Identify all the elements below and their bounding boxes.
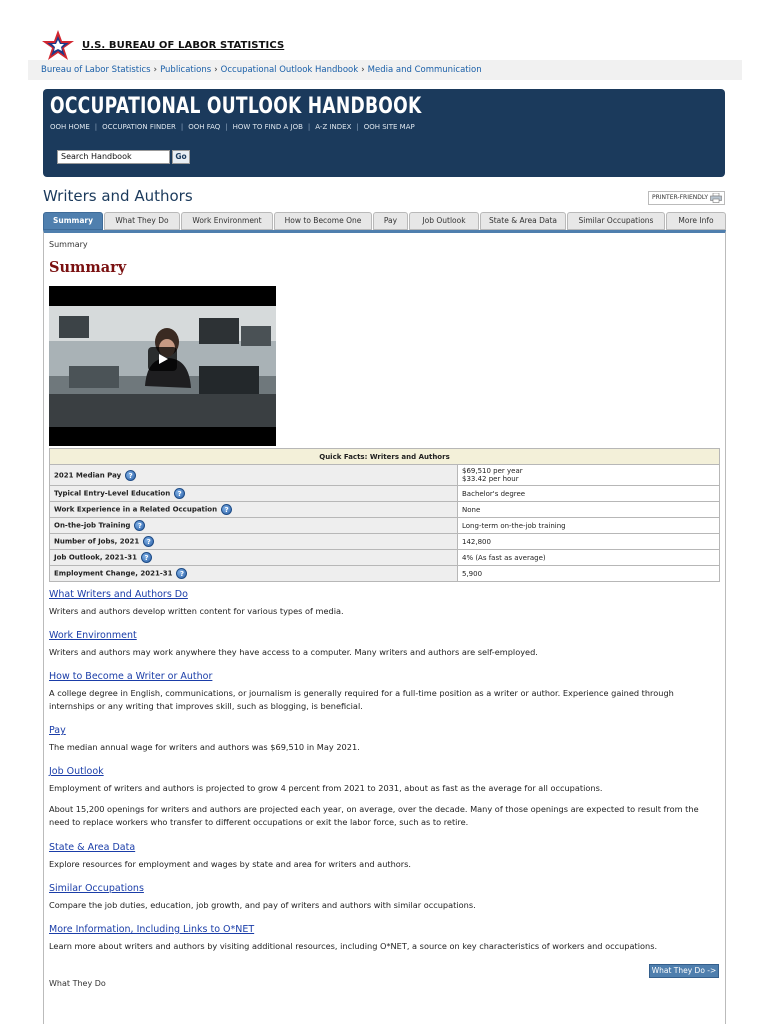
fact-label xyxy=(50,550,458,566)
next-section-label: What They Do xyxy=(49,979,106,988)
table-row xyxy=(50,566,720,582)
tab-state-area-data[interactable]: State & Area Data xyxy=(480,212,566,230)
fact-label-text: Employment Change, 2021-31 xyxy=(54,569,173,578)
video-player[interactable] xyxy=(49,286,276,446)
page-title: Writers and Authors xyxy=(43,187,193,205)
chevron-right-icon: › xyxy=(153,65,158,75)
ooh-banner xyxy=(43,89,725,177)
agency-link[interactable]: U.S. BUREAU OF LABOR STATISTICS xyxy=(82,40,285,51)
help-icon[interactable]: ? xyxy=(174,488,185,499)
tab-more-info[interactable]: More Info xyxy=(666,212,726,230)
printer-friendly-button[interactable] xyxy=(648,191,725,205)
fact-value-text: $69,510 per year xyxy=(462,467,523,475)
nav-divider: | xyxy=(225,123,228,131)
section-job-outlook xyxy=(49,766,719,829)
video-thumbnail xyxy=(49,306,276,427)
section-what-they-do xyxy=(49,589,719,618)
tab-content xyxy=(43,230,726,1024)
nav-find-job[interactable]: HOW TO FIND A JOB xyxy=(232,123,303,131)
fact-label xyxy=(50,518,458,534)
nav-divider: | xyxy=(307,123,311,131)
nav-ooh-home[interactable]: OOH HOME xyxy=(50,123,90,131)
section-link-what-they-do[interactable]: What Writers and Authors Do xyxy=(49,589,188,600)
section-link-pay[interactable]: Pay xyxy=(49,725,66,736)
section-link-work-environment[interactable]: Work Environment xyxy=(49,630,137,641)
section-state-area xyxy=(49,842,719,871)
bls-star-logo-icon[interactable] xyxy=(40,28,76,64)
breadcrumb-bls[interactable]: Bureau of Labor Statistics xyxy=(41,65,151,75)
help-icon[interactable]: ? xyxy=(176,568,187,579)
fact-label-text: Job Outlook, 2021-31 xyxy=(54,553,138,562)
tab-what-they-do[interactable]: What They Do xyxy=(104,212,180,230)
section-link-more-info[interactable]: More Information, Including Links to O*NET xyxy=(49,924,255,935)
tab-similar-occupations[interactable]: Similar Occupations xyxy=(567,212,665,230)
fact-value: None xyxy=(458,502,720,518)
fact-value-text-secondary: $33.42 per hour xyxy=(462,475,519,483)
fact-value: Bachelor's degree xyxy=(458,486,720,502)
section-text: A college degree in English, communications, or journalism is generally required for a full-time position as a writer or author. Experience gained through internships or any writing that improves skill, such as blogging, is beneficial. xyxy=(49,688,674,711)
section-more-info xyxy=(49,924,719,953)
site-header xyxy=(40,28,740,62)
section-label: Summary xyxy=(49,240,88,249)
tab-job-outlook[interactable]: Job Outlook xyxy=(409,212,479,230)
section-text: Compare the job duties, education, job growth, and pay of writers and authors with similar occupations. xyxy=(49,900,476,910)
section-text: Employment of writers and authors is projected to grow 4 percent from 2021 to 2031, about as fast as the average for all occupations. xyxy=(49,783,603,793)
nav-site-map[interactable]: OOH SITE MAP xyxy=(363,123,415,131)
fact-label-text: Number of Jobs, 2021 xyxy=(54,537,140,546)
fact-label-text: 2021 Median Pay xyxy=(54,471,122,479)
fact-label-text: Work Experience in a Related Occupation xyxy=(54,505,218,514)
go-button[interactable]: Go xyxy=(172,150,190,164)
section-text: Writers and authors may work anywhere they have access to a computer. Many writers and authors are self-employed. xyxy=(49,647,538,657)
fact-label xyxy=(50,566,458,582)
nav-divider: | xyxy=(94,123,98,131)
chevron-right-icon: › xyxy=(214,65,218,75)
section-text: About 15,200 openings for writers and authors are projected each year, on average, over the decade. Many of those openings are expected to result from the need to replace workers who transfer to different occupations or exit the labor force, such as to retire. xyxy=(49,804,699,827)
section-text: The median annual wage for writers and authors was $69,510 in May 2021. xyxy=(49,742,360,752)
table-row xyxy=(50,534,720,550)
quick-facts-table xyxy=(49,448,720,582)
help-icon[interactable]: ? xyxy=(134,520,145,531)
banner-title: OCCUPATIONAL OUTLOOK HANDBOOK xyxy=(50,94,422,119)
tab-pay[interactable]: Pay xyxy=(373,212,408,230)
tab-work-environment[interactable]: Work Environment xyxy=(181,212,273,230)
table-row xyxy=(50,486,720,502)
fact-value: 5,900 xyxy=(458,566,720,582)
nav-az-index[interactable]: A-Z INDEX xyxy=(315,123,352,131)
breadcrumb-ooh[interactable]: Occupational Outlook Handbook xyxy=(220,65,359,75)
section-link-how-to-become[interactable]: How to Become a Writer or Author xyxy=(49,671,213,682)
fact-label-text: On-the-job Training xyxy=(54,521,131,530)
fact-value xyxy=(458,465,720,486)
play-icon[interactable] xyxy=(148,347,177,371)
banner-nav xyxy=(50,123,415,131)
fact-value: 142,800 xyxy=(458,534,720,550)
section-text: Writers and authors develop written content for various types of media. xyxy=(49,606,344,616)
nav-divider: | xyxy=(356,123,359,131)
section-link-job-outlook[interactable]: Job Outlook xyxy=(49,766,104,777)
table-row xyxy=(50,518,720,534)
breadcrumb-media[interactable]: Media and Communication xyxy=(367,65,482,75)
printer-friendly-label: PRINTER-FRIENDLY xyxy=(652,194,709,201)
nav-ooh-faq[interactable]: OOH FAQ xyxy=(188,123,221,131)
breadcrumb-publications[interactable]: Publications xyxy=(160,65,212,75)
next-tab-button[interactable]: What They Do -> xyxy=(649,964,719,978)
fact-label xyxy=(50,534,458,550)
summary-heading: Summary xyxy=(49,259,127,276)
nav-occupation-finder[interactable]: OCCUPATION FINDER xyxy=(102,123,176,131)
printer-icon xyxy=(710,193,722,203)
fact-value: 4% (As fast as average) xyxy=(458,550,720,566)
section-pay xyxy=(49,725,719,754)
section-link-similar-occupations[interactable]: Similar Occupations xyxy=(49,883,144,894)
quick-facts-title: Quick Facts: Writers and Authors xyxy=(50,449,720,465)
fact-value: Long-term on-the-job training xyxy=(458,518,720,534)
section-link-state-area[interactable]: State & Area Data xyxy=(49,842,136,853)
chevron-right-icon: › xyxy=(361,65,365,75)
section-similar-occupations xyxy=(49,883,719,912)
table-row xyxy=(50,465,720,486)
tab-summary[interactable]: Summary xyxy=(43,212,103,230)
help-icon[interactable]: ? xyxy=(143,536,154,547)
section-text: Explore resources for employment and wages by state and area for writers and authors. xyxy=(49,859,412,869)
breadcrumb xyxy=(28,60,742,80)
fact-label xyxy=(50,486,458,502)
fact-label xyxy=(50,465,458,486)
help-icon[interactable]: ? xyxy=(221,504,232,515)
search-input[interactable]: Search Handbook xyxy=(57,150,170,164)
help-icon[interactable]: ? xyxy=(125,470,136,481)
table-row xyxy=(50,550,720,566)
section-text: Learn more about writers and authors by visiting additional resources, including O*NET, a source on key characteristics of workers and occupations. xyxy=(49,941,658,951)
table-row xyxy=(50,502,720,518)
help-icon[interactable]: ? xyxy=(141,552,152,563)
section-work-environment xyxy=(49,630,719,659)
section-how-to-become xyxy=(49,671,719,713)
fact-label xyxy=(50,502,458,518)
tab-how-to-become-one[interactable]: How to Become One xyxy=(274,212,372,230)
nav-divider: | xyxy=(180,123,184,131)
tab-bar xyxy=(43,212,726,230)
fact-label-text: Typical Entry-Level Education xyxy=(54,489,171,498)
